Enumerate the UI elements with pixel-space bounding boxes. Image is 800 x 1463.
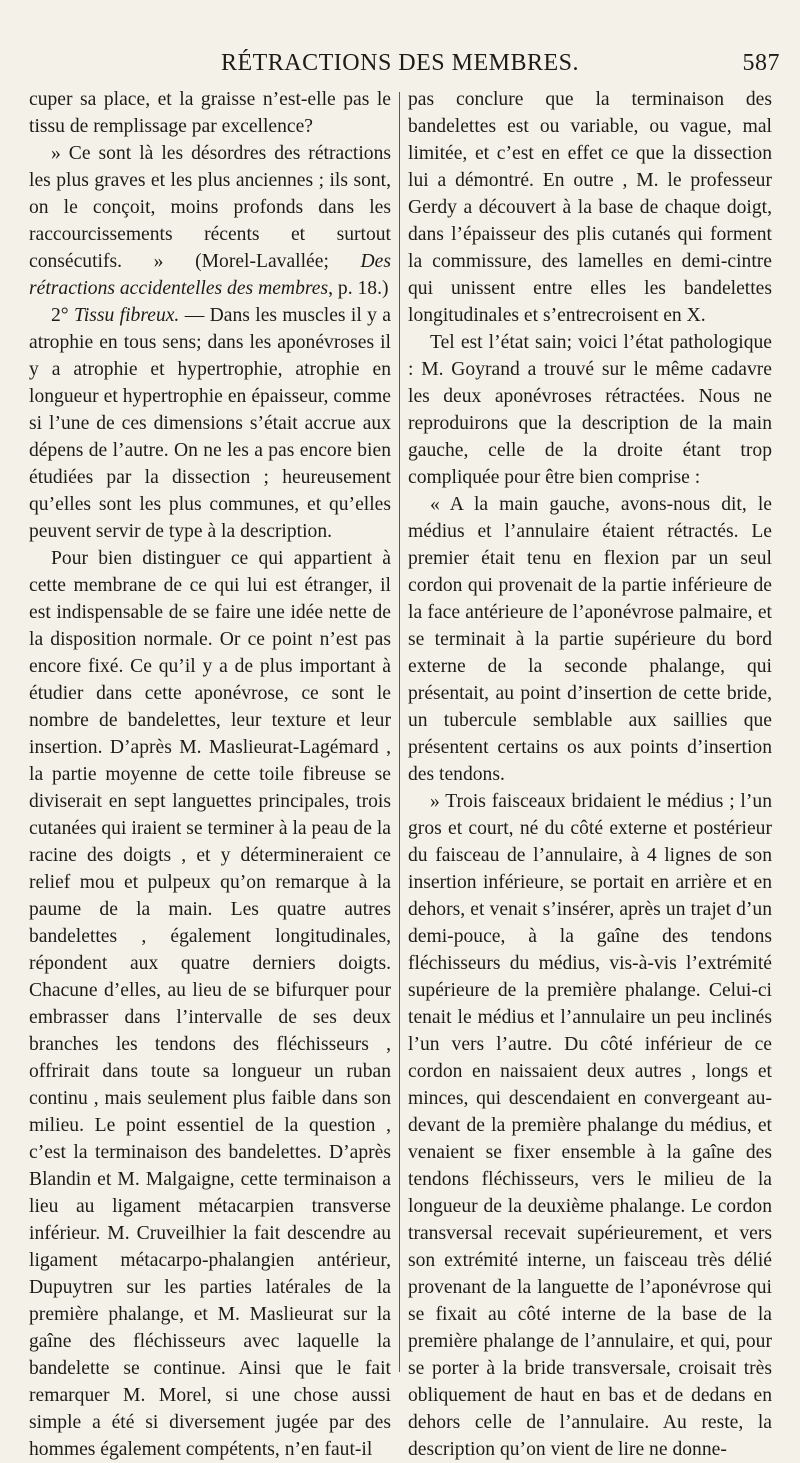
section-heading: Tissu fibreux. bbox=[74, 305, 180, 326]
paragraph bbox=[29, 302, 391, 545]
running-header bbox=[0, 50, 800, 82]
paragraph: Pour bien distinguer ce qui appartient à cette membrane de ce qui lui est étranger, il est indispensable de se faire une idée nette de la disposition normale. Or ce point n’est pas encore fixé. Ce qu’il y a de plus important à étudier dans cette aponévrose, ce sont le nombre de bandelettes, leur texture et leur insertion. D’après M. Maslieurat-Lagémard , la partie moyenne de cette toile fibreuse se diviserait en sept languettes principales, trois cutanées qui iraient se terminer à la peau de la racine des doigts , et y détermineraient ce relief mou et pulpeux qu’on remarque à la paume de la main. Les quatre autres bandelettes , également longitudinales, répondent aux quatre derniers doigts. Chacune d’elles, au lieu de se bifurquer pour embrasser dans l’intervalle de ses deux branches les tendons des fléchisseurs , offrirait dans toute sa longueur un ruban continu , mais seulement plus faible dans son milieu. Le point essentiel de la question , c’est la terminaison des bandelettes. D’après Blandin et M. Malgaigne, cette terminaison a lieu au ligament métacarpien transverse inférieur. M. Cruveilhier la fait descendre au ligament métacarpo-phalangien antérieur, Dupuytren sur les parties latérales de la première phalange, et M. Maslieurat sur la gaîne des fléchisseurs avec laquelle la bandelette se continue. Ainsi que le fait remarquer M. Morel, si une chose aussi simple a été si diversement jugée par des hommes également compétents, n’en faut-il bbox=[29, 548, 391, 1460]
paragraph-text: — Dans les muscles il y a atrophie en tous sens; dans les aponévroses il y a atrophie et hypertrophie, atrophie en longueur et hypertrophie en épaisseur, comme si l’une de ces dimensions s’était accrue aux dépens de l’autre. On ne les a pas encore bien étudiées par la dissection ; heureusement qu’elles sont les plus communes, et qu’elles peuvent servir de type à la description. bbox=[29, 305, 391, 542]
section-number: 2° bbox=[51, 305, 69, 326]
paragraph: » Trois faisceaux bridaient le médius ; l’un gros et court, né du côté externe et postérieur du faisceau de l’annulaire, à 4 lignes de son insertion inférieure, se portait en arrière et en dehors, et venait s’insérer, après un trajet d’un demi-pouce, à la gaîne des tendons fléchisseurs du médius, vis-à-vis l’extrémité supérieure de la première phalange. Celui-ci tenait le médius et l’annulaire un peu inclinés l’un vers l’autre. Du côté inférieur de ce cordon en naissaient deux autres , longs et minces, qui descendaient en convergeant au-devant de la première phalange du médius, et venaient se fixer ensemble à la gaîne des tendons fléchisseurs, vers le milieu de la longueur de la deuxième phalange. Le cordon transversal recevait supérieurement, et vers son extrémité interne, un faisceau très délié provenant de la languette de l’aponévrose qui se fixait au côté interne de la base de la première phalange de l’annulaire, et qui, pour se porter à la bride transversale, croisait très obliquement de haut en bas et de dedans en dehors celle de l’annulaire. Au reste, la description qu’on vient de lire ne donne- bbox=[408, 791, 772, 1460]
citation-title: Des rétractions accidentelles des membres bbox=[29, 251, 391, 299]
citation-page: , p. 18.) bbox=[328, 278, 389, 299]
running-title: RÉTRACTIONS DES MEMBRES. bbox=[220, 50, 580, 76]
paragraph: pas conclure que la terminaison des bandelettes est ou variable, ou vague, mal limitée, et c’est en effet ce que la dissection lui a démontré. En outre , M. le professeur Gerdy a découvert à la base de chaque doigt, dans l’épaisseur des plis cutanés qui forment la commissure, des lamelles en demi-cintre qui unissent entre elles les bandelettes longitudinales et s’entrecroisent en X. bbox=[408, 89, 772, 326]
column-divider bbox=[399, 92, 400, 1372]
paragraph: cuper sa place, et la graisse n’est-elle pas le tissu de remplissage par excellence? bbox=[29, 89, 391, 137]
paragraph: « A la main gauche, avons-nous dit, le médius et l’annulaire étaient rétractés. Le premier était tenu en flexion par un seul cordon qui provenait de la partie inférieure de la face antérieure de l’aponévrose palmaire, et se terminait à la partie supérieure du bord externe de la seconde phalange, qui présentait, au point d’insertion de cette bride, un tubercule semblable aux saillies que présentent certains os aux points d’insertion des tendons. bbox=[408, 494, 772, 785]
right-column bbox=[408, 86, 772, 1463]
page-number: 587 bbox=[742, 50, 780, 76]
left-column bbox=[29, 86, 391, 1463]
paragraph bbox=[29, 140, 391, 302]
paragraph: Tel est l’état sain; voici l’état pathologique : M. Goyrand a trouvé sur le même cadavre les deux aponévroses rétractées. Nous ne reproduirons que la description de la main gauche, celle de la droite étant trop compliquée pour être bien comprise : bbox=[408, 332, 772, 488]
paragraph-text: » Ce sont là les désordres des rétractions les plus graves et les plus anciennes ; ils sont, on le conçoit, moins profonds dans les raccourcissements récents et surtout consécutifs. » (Morel-Lavallée; bbox=[29, 143, 391, 272]
